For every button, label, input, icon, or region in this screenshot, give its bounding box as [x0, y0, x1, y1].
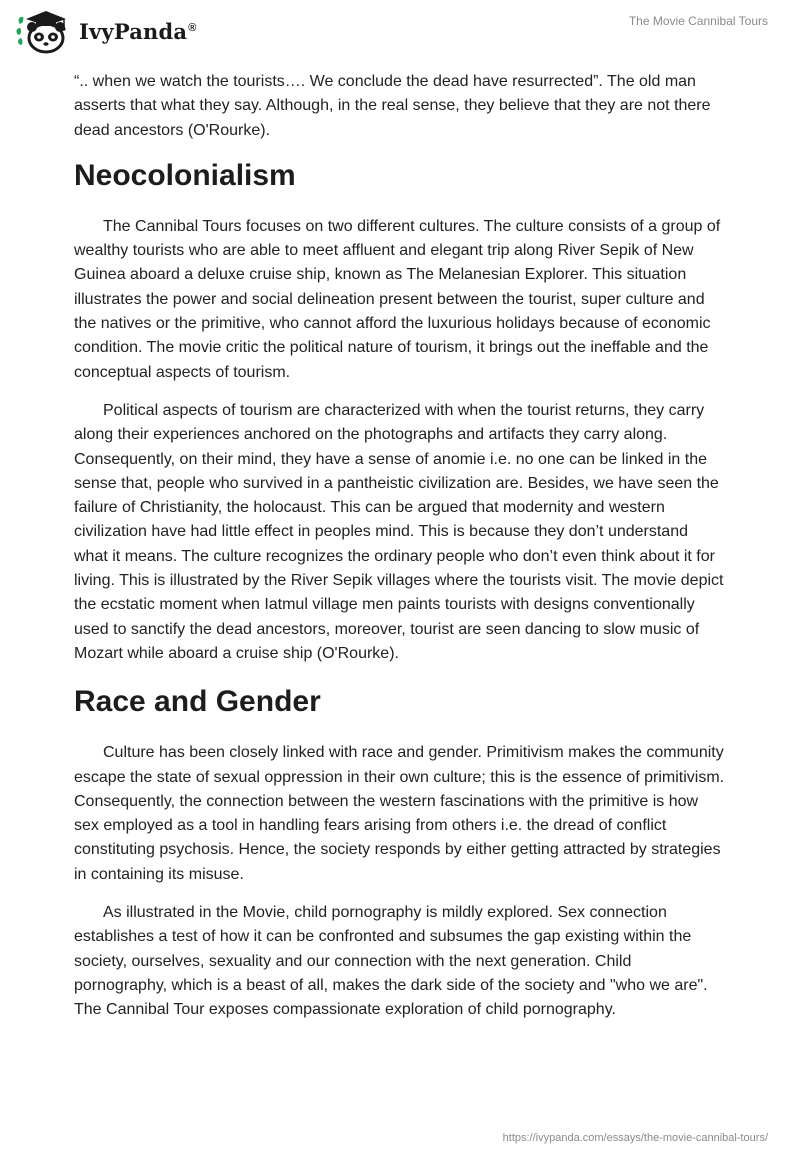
- page-header: [0, 0, 800, 70]
- document-title: The Movie Cannibal Tours: [628, 14, 768, 28]
- paragraph: As illustrated in the Movie, child pornography is mildly explored. Sex connection establishes a test of how it can be confronted and subsumes the gap existing within the society, ourselves, sexuality and our connection with the next generation. Child pornography, which is a beast of all, makes the dark side of the society and "who we are". The Cannibal Tour exposes compassionate exploration of child pornography.: [74, 904, 708, 1019]
- essay-content: [74, 70, 726, 1037]
- paragraph: Culture has been closely linked with race and gender. Primitivism makes the community escape the state of sexual oppression in their own culture; this is the essence of primitivism. Consequently, the connection between the western fascinations with the primitive is how sex employed as a tool in handling fears arising from others i.e. the dread of conflict constituting psychosis. Hence, the society responds by either getting attracted by strategies in containing its misuse.: [74, 744, 725, 883]
- section-heading-race-and-gender: Race and Gender: [74, 685, 321, 719]
- registered-mark: ®: [188, 21, 197, 34]
- paragraph: The Cannibal Tours focuses on two different cultures. The culture consists of a group of wealthy tourists who are able to meet affluent and elegant trip along River Sepik of New Guinea aboard a deluxe cruise ship, known as The Melanesian Explorer. This situation illustrates the power and social delineation present between the tourist, super culture and the natives or the primitive, who cannot afford the luxurious holidays because of economic condition. The movie critic the political nature of tourism, it brings out the ineffable and the conceptual aspects of tourism.: [74, 217, 721, 381]
- intro-paragraph: “.. when we watch the tourists…. We conclude the dead have resurrected”. The old man asserts that what they say. Although, in the real sense, they believe that they are not there dead ancestors (O'Rourke).: [74, 73, 711, 139]
- source-url[interactable]: https://ivypanda.com/essays/the-movie-cannibal-tours/: [502, 1132, 768, 1144]
- logo-text: IvyPanda®: [79, 18, 197, 44]
- paragraph: Political aspects of tourism are characterized with when the tourist returns, they carry along their experiences anchored on the photographs and artifacts they carry along. Consequently, on their mind, they have a sense of anomie i.e. no one can be linked in the sense that, people who survived in a pantheistic civilization are. Besides, we have seen the failure of Christianity, the holocaust. This can be argued that modernity and western civilization have had little effect in peoples mind. This is because they don’t understand what it means. The culture recognizes the ordinary people who don’t even think about it for living. This is illustrated by the River Sepik villages where the tourists visit. The movie depict the ecstatic moment when Iatmul village men paints tourists with designs conventionally used to sanctify the dead ancestors, moreover, tourist are seen dancing to slow music of Mozart while aboard a cruise ship (O'Rourke).: [74, 401, 724, 662]
- section-heading-neocolonialism: Neocolonialism: [74, 158, 296, 192]
- ivypanda-logo[interactable]: [16, 8, 197, 54]
- panda-graduate-icon: [16, 8, 72, 54]
